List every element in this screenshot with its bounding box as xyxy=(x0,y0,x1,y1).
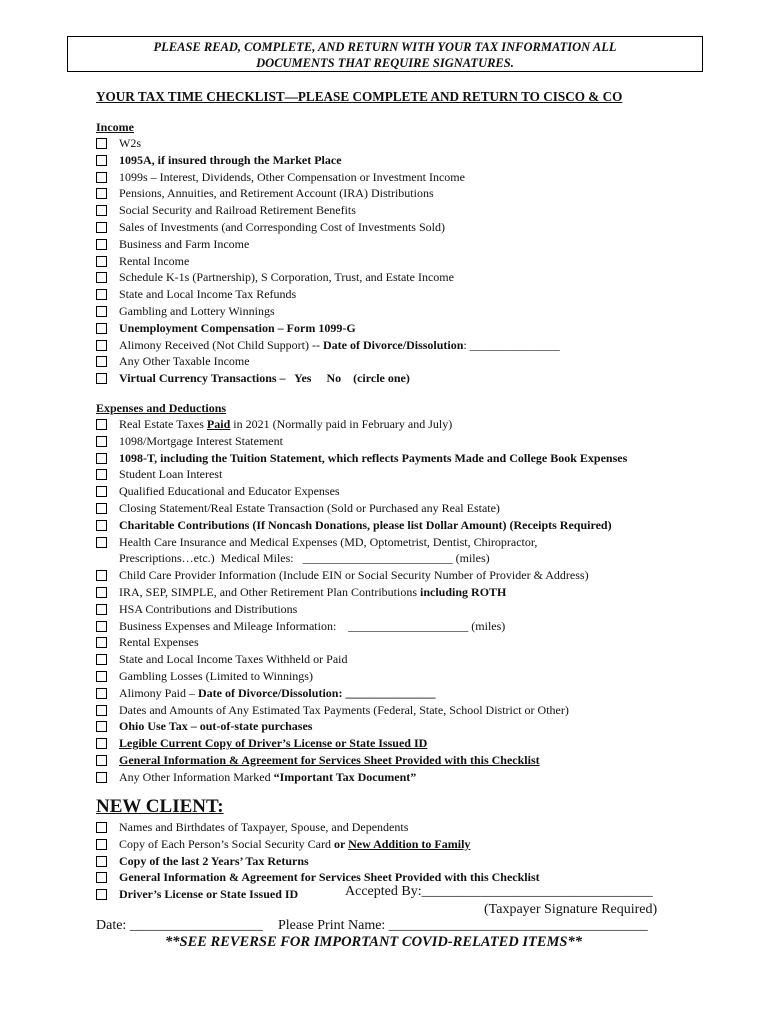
expense-item[interactable]: Any Other Information Marked “Important Tax Document” xyxy=(96,769,696,786)
checkbox-icon[interactable] xyxy=(96,289,107,300)
income-item[interactable]: State and Local Income Tax Refunds xyxy=(96,286,696,303)
new-client-item[interactable]: Names and Birthdates of Taxpayer, Spouse, and Dependents xyxy=(96,819,696,836)
income-item[interactable]: 1099s – Interest, Dividends, Other Compensation or Investment Income xyxy=(96,169,696,186)
expense-item[interactable]: Dates and Amounts of Any Estimated Tax Payments (Federal, State, School District or Other) xyxy=(96,702,696,719)
checkbox-icon[interactable] xyxy=(96,839,107,850)
checkbox-icon[interactable] xyxy=(96,486,107,497)
expense-item[interactable]: Rental Expenses xyxy=(96,634,696,651)
new-client-item[interactable]: Driver’s License or State Issued ID xyxy=(96,886,696,903)
checkbox-icon[interactable] xyxy=(96,138,107,149)
print-name-line[interactable]: Please Print Name: _____________________________________ xyxy=(278,918,648,933)
notice-line-1: PLEASE READ, COMPLETE, AND RETURN WITH YOUR TAX INFORMATION ALL xyxy=(153,40,617,54)
checkbox-icon[interactable] xyxy=(96,256,107,267)
expense-item[interactable]: Business Expenses and Mileage Information: ____________________ (miles) xyxy=(96,618,696,635)
checkbox-icon[interactable] xyxy=(96,889,107,900)
new-client-title: NEW CLIENT: xyxy=(96,796,224,817)
checkbox-icon[interactable] xyxy=(96,654,107,665)
expenses-list xyxy=(96,416,696,786)
income-item[interactable]: Unemployment Compensation – Form 1099-G xyxy=(96,320,696,337)
checkbox-icon[interactable] xyxy=(96,272,107,283)
checkbox-icon[interactable] xyxy=(96,872,107,883)
expense-item[interactable]: State and Local Income Taxes Withheld or Paid xyxy=(96,651,696,668)
expense-item[interactable]: Closing Statement/Real Estate Transaction (Sold or Purchased any Real Estate) xyxy=(96,500,696,517)
expense-item[interactable]: General Information & Agreement for Services Sheet Provided with this Checklist xyxy=(96,752,696,769)
checkbox-icon[interactable] xyxy=(96,637,107,648)
checkbox-icon[interactable] xyxy=(96,621,107,632)
expense-item[interactable]: Child Care Provider Information (Include EIN or Social Security Number of Provider & Address) xyxy=(96,567,696,584)
new-client-item[interactable]: Copy of Each Person’s Social Security Card or New Addition to Family xyxy=(96,836,696,853)
checkbox-icon[interactable] xyxy=(96,520,107,531)
income-item[interactable]: Pensions, Annuities, and Retirement Account (IRA) Distributions xyxy=(96,185,696,202)
date-line[interactable]: Date: ___________________ xyxy=(96,918,263,933)
checklist-heading: YOUR TAX TIME CHECKLIST—PLEASE COMPLETE AND RETURN TO CISCO & CO xyxy=(96,89,623,104)
checkbox-icon[interactable] xyxy=(96,340,107,351)
checkbox-icon[interactable] xyxy=(96,604,107,615)
expense-item[interactable]: Alimony Paid – Date of Divorce/Dissolution: _______________ xyxy=(96,685,696,702)
income-item[interactable]: Any Other Taxable Income xyxy=(96,353,696,370)
checkbox-icon[interactable] xyxy=(96,721,107,732)
notice-box xyxy=(67,36,703,72)
checkbox-icon[interactable] xyxy=(96,306,107,317)
checkbox-icon[interactable] xyxy=(96,537,107,548)
expense-item[interactable]: Charitable Contributions (If Noncash Donations, please list Dollar Amount) (Receipts Required) xyxy=(96,517,696,534)
checkbox-icon[interactable] xyxy=(96,356,107,367)
expense-item[interactable]: Health Care Insurance and Medical Expenses (MD, Optometrist, Dentist, Chiropractor, Prescriptions…etc.) Medical Miles: _________________________ (miles) xyxy=(96,534,696,568)
income-item[interactable]: Social Security and Railroad Retirement Benefits xyxy=(96,202,696,219)
income-item[interactable]: Rental Income xyxy=(96,253,696,270)
checkbox-icon[interactable] xyxy=(96,587,107,598)
checkbox-icon[interactable] xyxy=(96,453,107,464)
checkbox-icon[interactable] xyxy=(96,469,107,480)
expense-item[interactable]: 1098-T, including the Tuition Statement, which reflects Payments Made and College Book Expenses xyxy=(96,450,696,467)
notice-line-2: DOCUMENTS THAT REQUIRE SIGNATURES. xyxy=(256,56,514,70)
checkbox-icon[interactable] xyxy=(96,856,107,867)
checkbox-icon[interactable] xyxy=(96,436,107,447)
checkbox-icon[interactable] xyxy=(96,738,107,749)
expense-item[interactable]: HSA Contributions and Distributions xyxy=(96,601,696,618)
checkbox-icon[interactable] xyxy=(96,705,107,716)
checkbox-icon[interactable] xyxy=(96,239,107,250)
checkbox-icon[interactable] xyxy=(96,688,107,699)
checkbox-icon[interactable] xyxy=(96,755,107,766)
checkbox-icon[interactable] xyxy=(96,188,107,199)
taxpayer-signature-label: (Taxpayer Signature Required) xyxy=(484,902,658,917)
income-item[interactable]: Gambling and Lottery Winnings xyxy=(96,303,696,320)
new-client-item[interactable]: General Information & Agreement for Services Sheet Provided with this Checklist xyxy=(96,869,696,886)
checkbox-icon[interactable] xyxy=(96,373,107,384)
checkbox-icon[interactable] xyxy=(96,419,107,430)
income-item[interactable]: W2s xyxy=(96,135,696,152)
checkbox-icon[interactable] xyxy=(96,671,107,682)
income-item[interactable]: 1095A, if insured through the Market Place xyxy=(96,152,696,169)
checkbox-icon[interactable] xyxy=(96,323,107,334)
expense-item[interactable]: Gambling Losses (Limited to Winnings) xyxy=(96,668,696,685)
income-item[interactable]: Business and Farm Income xyxy=(96,236,696,253)
expense-item[interactable]: Qualified Educational and Educator Expenses xyxy=(96,483,696,500)
income-title: Income xyxy=(96,120,134,134)
checkbox-icon[interactable] xyxy=(96,155,107,166)
accepted-by-line[interactable]: Accepted By:_________________________________ xyxy=(345,884,653,899)
checkbox-icon[interactable] xyxy=(96,772,107,783)
checkbox-icon[interactable] xyxy=(96,205,107,216)
expense-item[interactable]: Ohio Use Tax – out-of-state purchases xyxy=(96,718,696,735)
income-item[interactable]: Alimony Received (Not Child Support) -- Date of Divorce/Dissolution: _______________ xyxy=(96,337,696,354)
new-client-item[interactable]: Copy of the last 2 Years’ Tax Returns xyxy=(96,853,696,870)
expense-item[interactable]: IRA, SEP, SIMPLE, and Other Retirement Plan Contributions including ROTH xyxy=(96,584,696,601)
income-item[interactable]: Schedule K-1s (Partnership), S Corporation, Trust, and Estate Income xyxy=(96,269,696,286)
checkbox-icon[interactable] xyxy=(96,222,107,233)
expense-item[interactable]: Legible Current Copy of Driver’s License or State Issued ID xyxy=(96,735,696,752)
checkbox-icon[interactable] xyxy=(96,172,107,183)
income-item[interactable]: Sales of Investments (and Corresponding Cost of Investments Sold) xyxy=(96,219,696,236)
expenses-title: Expenses and Deductions xyxy=(96,401,227,415)
checkbox-icon[interactable] xyxy=(96,822,107,833)
income-list xyxy=(96,135,696,387)
expense-item[interactable]: Student Loan Interest xyxy=(96,466,696,483)
income-item[interactable]: Virtual Currency Transactions – Yes No (circle one) xyxy=(96,370,696,387)
checkbox-icon[interactable] xyxy=(96,570,107,581)
expense-item[interactable]: Real Estate Taxes Paid in 2021 (Normally paid in February and July) xyxy=(96,416,696,433)
expense-item[interactable]: 1098/Mortgage Interest Statement xyxy=(96,433,696,450)
checkbox-icon[interactable] xyxy=(96,503,107,514)
covid-reverse-note: **SEE REVERSE FOR IMPORTANT COVID-RELATED ITEMS** xyxy=(165,934,582,950)
